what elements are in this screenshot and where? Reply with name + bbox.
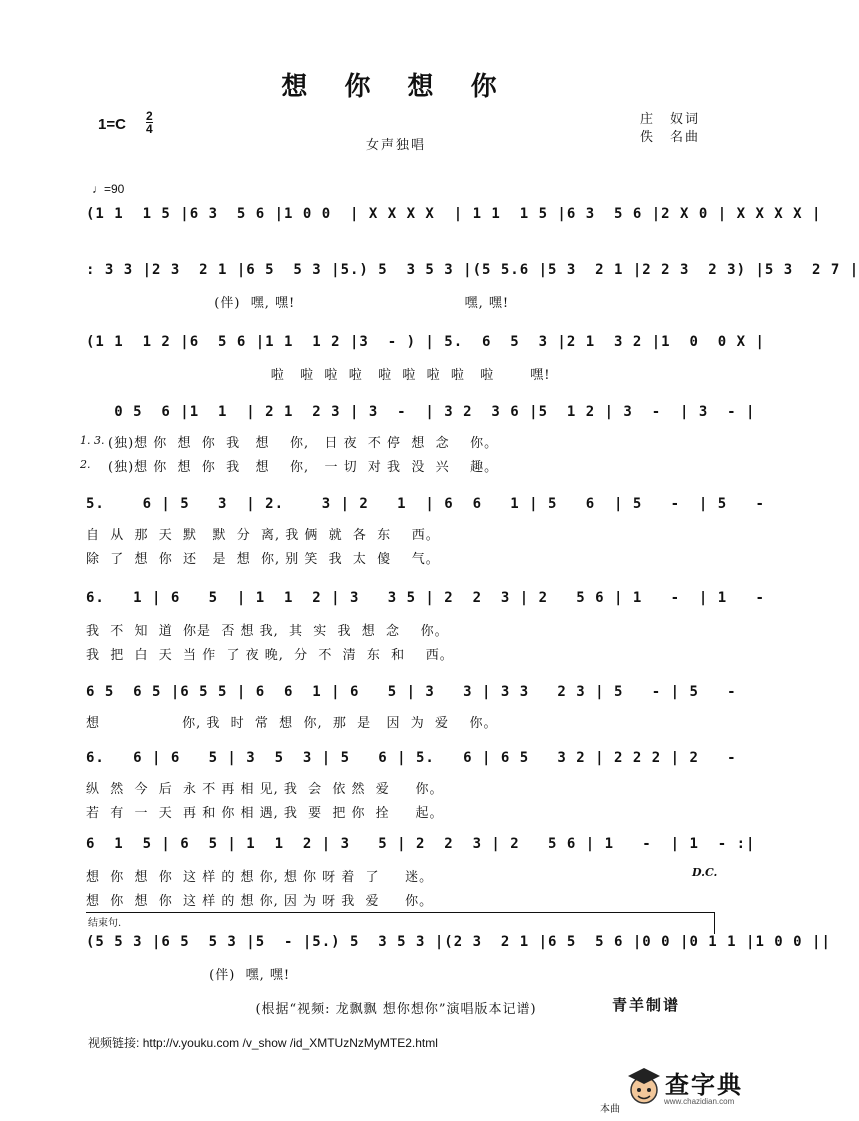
score-row-2: : 3 3 |2 3 2 1 |6 5 5 3 |5.) 5 3 5 3 |(5 5.6 |5 3 2 1 |2 2 3 2 3) |5 3 2 7 | [86, 262, 859, 278]
composer-credit: 佚 名曲 [640, 130, 701, 145]
score-row-10-lyric: (伴) 嘿, 嘿! [86, 968, 291, 983]
performance-type: 女声独唱 [365, 138, 426, 153]
score-row-2-lyric: (伴) 嘿, 嘿! 嘿, 嘿! [86, 296, 510, 311]
score-row-9-lyric-2: 想 你 想 你 这 样 的 想 你, 因 为 呀 我 爱 你。 [86, 894, 434, 909]
score-row-8-lyric-1: 纵 然 今 后 永 不 再 相 见, 我 会 依 然 爱 你。 [86, 782, 444, 797]
score-row-1: (1 1 1 5 |6 3 5 6 |1 0 0 | X X X X | 1 1 1 5 |6 3 5 6 |2 X 0 | X X X X | [86, 206, 822, 222]
score-row-6: 6. 1 | 6 5 | 1 1 2 | 3 3 5 | 2 2 3 | 2 5 6 | 1 - | 1 - [86, 590, 765, 606]
score-row-7: 6 5 6 5 |6 5 5 | 6 6 1 | 6 5 | 3 3 | 3 3 2 3 | 5 - | 5 - [86, 684, 737, 700]
video-link-row [88, 1034, 438, 1051]
score-row-4-lyric-2: (独)想 你 想 你 我 想 你, 一 切 对 我 没 兴 趣。 [108, 460, 499, 475]
ending-box-bracket [714, 912, 715, 934]
score-row-10: (5 5 3 |6 5 5 3 |5 - |5.) 5 3 5 3 |(2 3 2 1 |6 5 5 6 |0 0 |0 1 1 |1 0 0 || [86, 934, 831, 950]
score-row-6-lyric-1: 我 不 知 道 你是 否 想 我, 其 实 我 想 念 你。 [86, 624, 449, 639]
da-capo-marking: D.C. [692, 866, 718, 879]
time-signature [146, 110, 153, 135]
transcription-note: (根据“视频: 龙飘飘 想你想你”演唱版本记谱) [255, 1002, 537, 1017]
footer-left-text: 本曲 [600, 1104, 620, 1115]
logo-url: www.chazidian.com [664, 1097, 735, 1106]
key-signature: 1=C [98, 116, 126, 133]
meter-top: 2 [146, 109, 153, 123]
score-row-5: 5. 6 | 5 3 | 2. 3 | 2 1 | 6 6 1 | 5 6 | 5 - | 5 - [86, 496, 765, 512]
score-row-8-lyric-2: 若 有 一 天 再 和 你 相 遇, 我 要 把 你 拴 起。 [86, 806, 444, 821]
lyricist-credit: 庄 奴词 [640, 112, 701, 127]
score-row-4: 0 5 6 |1 1 | 2 1 2 3 | 3 - | 3 2 3 6 |5 1 2 | 3 - | 3 - | [86, 404, 756, 420]
logo-graduate-icon [626, 1064, 662, 1108]
score-row-6-lyric-2: 我 把 白 天 当 作 了 夜 晚, 分 不 清 东 和 西。 [86, 648, 454, 663]
score-row-8: 6. 6 | 6 5 | 3 5 3 | 5 6 | 5. 6 | 6 5 3 2 | 2 2 2 | 2 - [86, 750, 737, 766]
score-row-3-lyric: 啦 啦 啦 啦 啦 啦 啦 啦 啦 嘿! [86, 368, 551, 383]
meter-bottom: 4 [146, 122, 153, 136]
score-row-5-lyric-1: 自 从 那 天 默 默 分 离, 我 俩 就 各 东 西。 [86, 528, 440, 543]
verse-number-2: 2. [80, 458, 91, 471]
score-row-4-lyric-1: (独)想 你 想 你 我 想 你, 日 夜 不 停 想 念 你。 [108, 436, 499, 451]
transcriber-signature: 青羊制谱 [612, 996, 681, 1014]
ending-box-line [86, 912, 714, 913]
score-row-5-lyric-2: 除 了 想 你 还 是 想 你, 别 笑 我 太 傻 气。 [86, 552, 440, 567]
video-link-label: 视频链接: [88, 1036, 140, 1050]
ending-label: 结束句. [88, 918, 122, 929]
score-row-9: 6 1 5 | 6 5 | 1 1 2 | 3 5 | 2 2 3 | 2 5 6 | 1 - | 1 - :| [86, 836, 756, 852]
score-row-9-lyric-1: 想 你 想 你 这 样 的 想 你, 想 你 呀 着 了 迷。 [86, 870, 434, 885]
score-row-7-lyric: 想 你, 我 时 常 想 你, 那 是 因 为 爱 你。 [86, 716, 498, 731]
logo-text: 查字典 [665, 1070, 743, 1099]
score-row-3: (1 1 1 2 |6 5 6 |1 1 1 2 |3 - ) | 5. 6 5 3 |2 1 3 2 |1 0 0 X | [86, 334, 765, 350]
video-link[interactable]: http://v.youku.com /v_show /id_XMTUzNzMyMTE2.html [142, 1036, 438, 1050]
verse-number-1: 1. 3. [80, 434, 105, 447]
tempo-marking: ♩=90 [92, 182, 125, 196]
page-title: 想 你 想 你 [281, 72, 511, 102]
